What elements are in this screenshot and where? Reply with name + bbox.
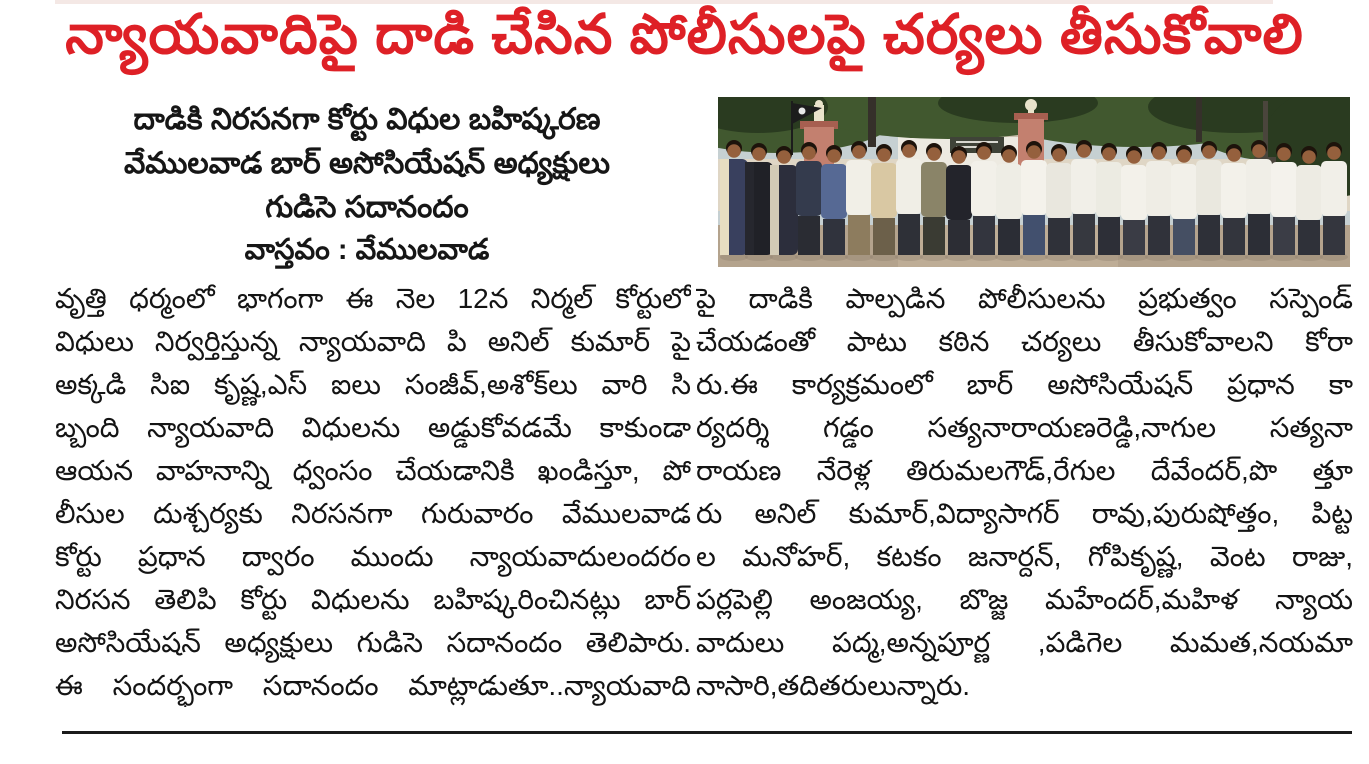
body-text-line: ఈ సందర్భంగా సదానందం మాట్లాడుతూ..న్యాయవాది <box>55 670 691 701</box>
article-subhead <box>62 98 672 270</box>
body-text-line: ర్యదర్శి గడ్డం సత్యనారాయణరెడ్డి,నాగుల సత్యనా <box>696 412 1353 443</box>
next-article-fragment <box>700 757 790 762</box>
body-text-line: ఆయన వాహనాన్ని ధ్వంసం చేయడానికి ఖండిస్తూ, పో <box>55 455 691 486</box>
body-text-line: అక్కడి సిఐ కృష్ణ,ఎస్ ఐలు సంజీవ్,అశోక్‌లు వారి సి <box>55 369 691 400</box>
body-text-line: ల మనోహర్, కటకం జనార్దన్, గోపికృష్ణ, వెంట రాజు, <box>696 541 1353 572</box>
next-article-fragment <box>250 756 320 762</box>
group-photo-illustration <box>718 97 1350 267</box>
article-headline: న్యాయవాదిపై దాడి చేసిన పోలీసులపై చర్యలు తీసుకోవాలి <box>65 3 1304 65</box>
body-text-line: పర్లపెల్లి అంజయ్య, బొజ్జ మహేందర్,మహిళ న్యాయ <box>696 584 1353 615</box>
bottom-divider-rule <box>62 731 1352 734</box>
body-text-line: వృత్తి ధర్మంలో భాగంగా ఈ నెల 12న నిర్మల్ కోర్టులో <box>55 283 691 314</box>
body-text-line: నిరసన తెలిపి కోర్టు విధులను బహిష్కరించినట్లు బార్ <box>55 584 691 615</box>
body-text-line: కోర్టు ప్రధాన ద్వారం ముందు న్యాయవాదులందరం <box>55 541 691 572</box>
body-column-right <box>696 277 1353 707</box>
body-text-line: చేయడంతో పాటు కఠిన చర్యలు తీసుకోవాలని కోరా <box>696 326 1353 357</box>
body-text-line: అసోసియేషన్ అధ్యక్షులు గుడిసె సదానందం తెలిపారు. <box>55 627 691 658</box>
body-text-line: పై దాడికి పాల్పడిన పోలీసులను ప్రభుత్వం సస్పెండ్ <box>696 283 1353 314</box>
next-article-fragment <box>1195 757 1245 762</box>
body-text-line: నాసారి,తదితరులున్నారు. <box>696 670 971 701</box>
body-text-line: రాయణ నేరెళ్ల తిరుమలగౌడ్,రేగుల దేవేందర్,పొ త్తూ <box>696 455 1353 486</box>
subhead-line: గుడిసె సదానందం <box>265 191 469 224</box>
next-article-fragment <box>560 753 578 762</box>
body-text-line: వాదులు పద్మ,అన్నపూర్ణ ,పడిగెల మమత,నయమా <box>696 627 1353 658</box>
dateline: వాస్తవం : వేములవాడ <box>244 234 490 266</box>
subhead-line: దాడికి నిరసనగా కోర్టు విధుల బహిష్కరణ <box>133 103 601 136</box>
body-text-line: రు అనిల్ కుమార్,విద్యాసాగర్ రావు,పురుషోత్తం, పిట్ట <box>696 498 1353 529</box>
body-text-line: రు.ఈ కార్యక్రమంలో బార్ అసోసియేషన్ ప్రధాన కా <box>696 369 1353 400</box>
court-group-photo <box>718 97 1350 267</box>
body-text-line: విధులు నిర్వర్తిస్తున్న న్యాయవాది పి అనిల్ కుమార్ పై <box>55 326 691 357</box>
subhead-line: వేములవాడ బార్ అసోసియేషన్ అధ్యక్షులు <box>123 147 611 180</box>
body-text-line: బ్బంది న్యాయవాది విధులను అడ్డుకోవడమే కాకుండా <box>55 412 691 443</box>
body-text-line: లీసుల దుశ్చర్యకు నిరసనగా గురువారం వేములవాడ <box>55 498 691 529</box>
body-column-left <box>55 277 691 707</box>
